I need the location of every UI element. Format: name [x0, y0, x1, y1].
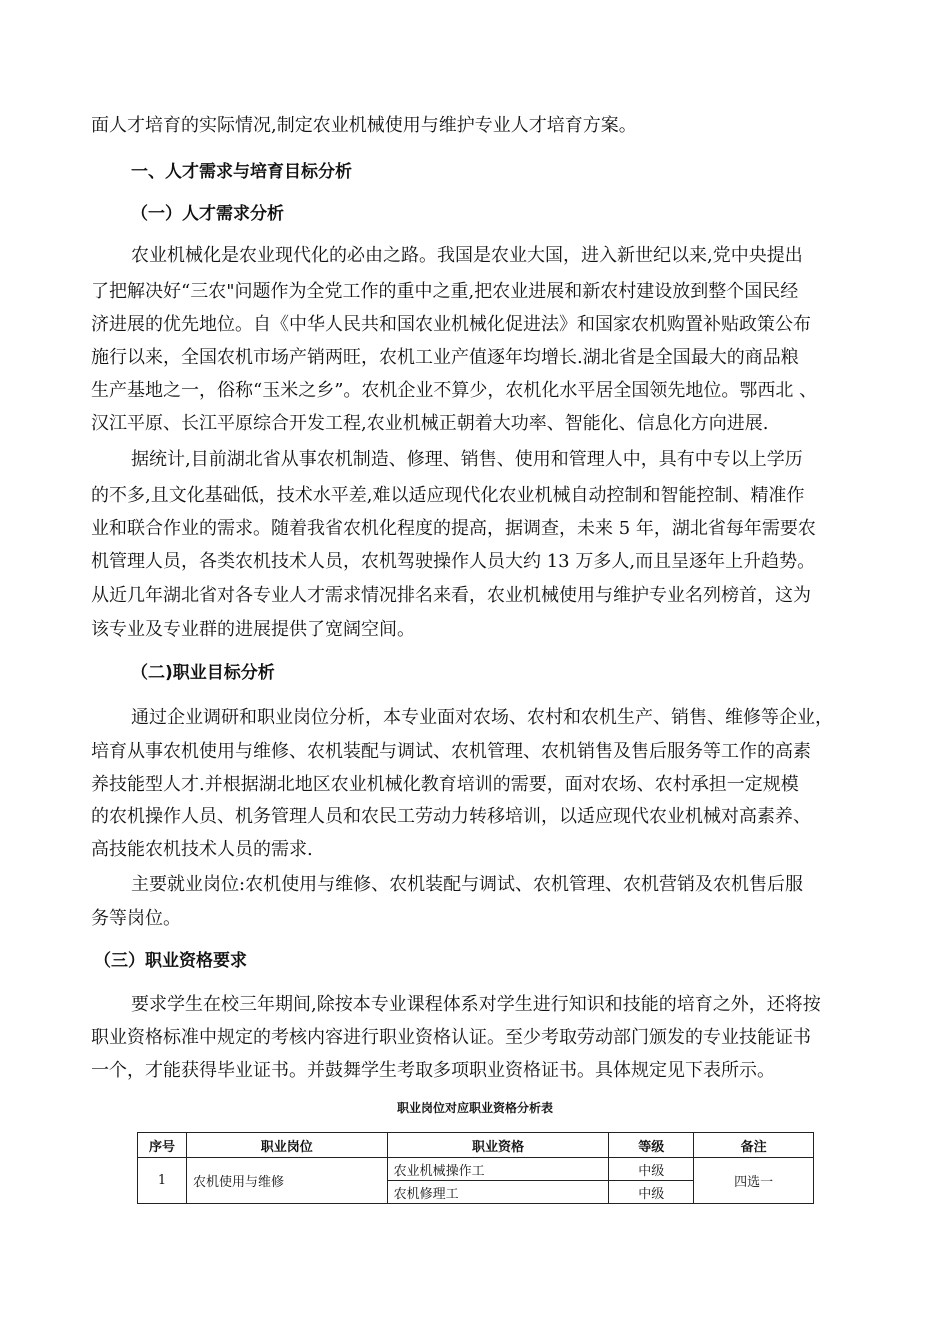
paragraph-line: 要求学生在校三年期间,除按本专业课程体系对学生进行知识和技能的培育之外，还将按	[131, 994, 821, 1015]
paragraph-line: 机管理人员，各类农机技术人员，农机驾驶操作人员大约 13 万多人,而且呈逐年上升趋势。	[91, 551, 816, 572]
paragraph-line: 了把解决好“三农"问题作为全党工作的重中之重,把农业进展和新农村建设放到整个国民经	[91, 281, 799, 302]
heading-career-goal-analysis: （二)职业目标分析	[131, 663, 275, 683]
header-no: 序号	[138, 1133, 187, 1158]
table-row	[138, 1158, 814, 1181]
paragraph-line: 业和联合作业的需求。随着我省农机化程度的提高，据调查，未来 5 年，湖北省每年需要农	[91, 518, 816, 539]
paragraph-line: 养技能型人才.并根据湖北地区农业机械化教育培训的需要，面对农场、农村承担一定规模	[91, 774, 799, 795]
table-header-row	[138, 1133, 814, 1158]
cell-qualification: 农机修理工	[387, 1181, 609, 1204]
paragraph-line: 通过企业调研和职业岗位分析，本专业面对农场、农村和农机生产、销售、维修等企业，	[131, 707, 833, 728]
heading-talent-demand-and-goals: 一、人才需求与培育目标分析	[131, 162, 352, 182]
paragraph-line: 职业资格标准中规定的考核内容进行职业资格认证。至少考取劳动部门颁发的专业技能证书	[91, 1027, 811, 1048]
cell-level: 中级	[609, 1181, 694, 1204]
header-qualification: 职业资格	[387, 1133, 609, 1158]
header-post: 职业岗位	[186, 1133, 387, 1158]
paragraph-line: 的农机操作人员、机务管理人员和农民工劳动力转移培训，以适应现代农业机械对高素养、	[91, 806, 811, 827]
paragraph-line: 的不多,且文化基础低，技术水平差,难以适应现代化农业机械自动控制和智能控制、精准作	[91, 485, 805, 506]
paragraph-line: 培育从事农机使用与维修、农机装配与调试、农机管理、农机销售及售后服务等工作的高素	[91, 741, 811, 762]
cell-note: 四选一	[694, 1158, 814, 1204]
heading-talent-demand-analysis: （一）人才需求分析	[131, 204, 284, 224]
paragraph-line: 施行以来，全国农机市场产销两旺，农机工业产值逐年均增长.湖北省是全国最大的商品粮	[91, 347, 799, 368]
intro-line: 面人才培育的实际情况,制定农业机械使用与维护专业人才培育方案。	[91, 115, 637, 136]
paragraph-line: 农业机械化是农业现代化的必由之路。我国是农业大国，进入新世纪以来,党中央提出	[131, 245, 803, 266]
paragraph-line: 该专业及专业群的进展提供了宽阔空间。	[91, 619, 415, 640]
paragraph-line: 主要就业岗位:农机使用与维修、农机装配与调试、农机管理、农机营销及农机售后服	[131, 874, 804, 895]
cell-level: 中级	[609, 1158, 694, 1181]
paragraph-line: 济进展的优先地位。自《中华人民共和国农业机械化促进法》和国家农机购置补贴政策公布	[91, 314, 811, 335]
paragraph-line: 高技能农机技术人员的需求.	[91, 839, 313, 860]
cell-qualification: 农业机械操作工	[387, 1158, 609, 1181]
table-caption: 职业岗位对应职业资格分析表	[396, 1101, 553, 1115]
paragraph-line: 据统计,目前湖北省从事农机制造、修理、销售、使用和管理人中，具有中专以上学历	[131, 449, 803, 470]
paragraph-line: 汉江平原、长江平原综合开发工程,农业机械正朝着大功率、智能化、信息化方向进展.	[91, 413, 769, 434]
heading-qualification-requirements: （三）职业资格要求	[94, 951, 247, 971]
cell-post: 农机使用与维修	[186, 1158, 387, 1204]
qualification-table	[137, 1132, 814, 1204]
paragraph-line: 从近几年湖北省对各专业人才需求情况排名来看，农业机械使用与维护专业名列榜首，这为	[91, 585, 811, 606]
paragraph-line: 一个，才能获得毕业证书。并鼓舞学生考取多项职业资格证书。具体规定见下表所示。	[91, 1060, 775, 1081]
paragraph-line: 生产基地之一，俗称“玉米之乡”。农机企业不算少，农机化水平居全国领先地位。鄂西北 、	[91, 380, 818, 401]
header-level: 等级	[609, 1133, 694, 1158]
cell-no: 1	[138, 1158, 187, 1204]
paragraph-line: 务等岗位。	[91, 908, 181, 929]
header-note: 备注	[694, 1133, 814, 1158]
